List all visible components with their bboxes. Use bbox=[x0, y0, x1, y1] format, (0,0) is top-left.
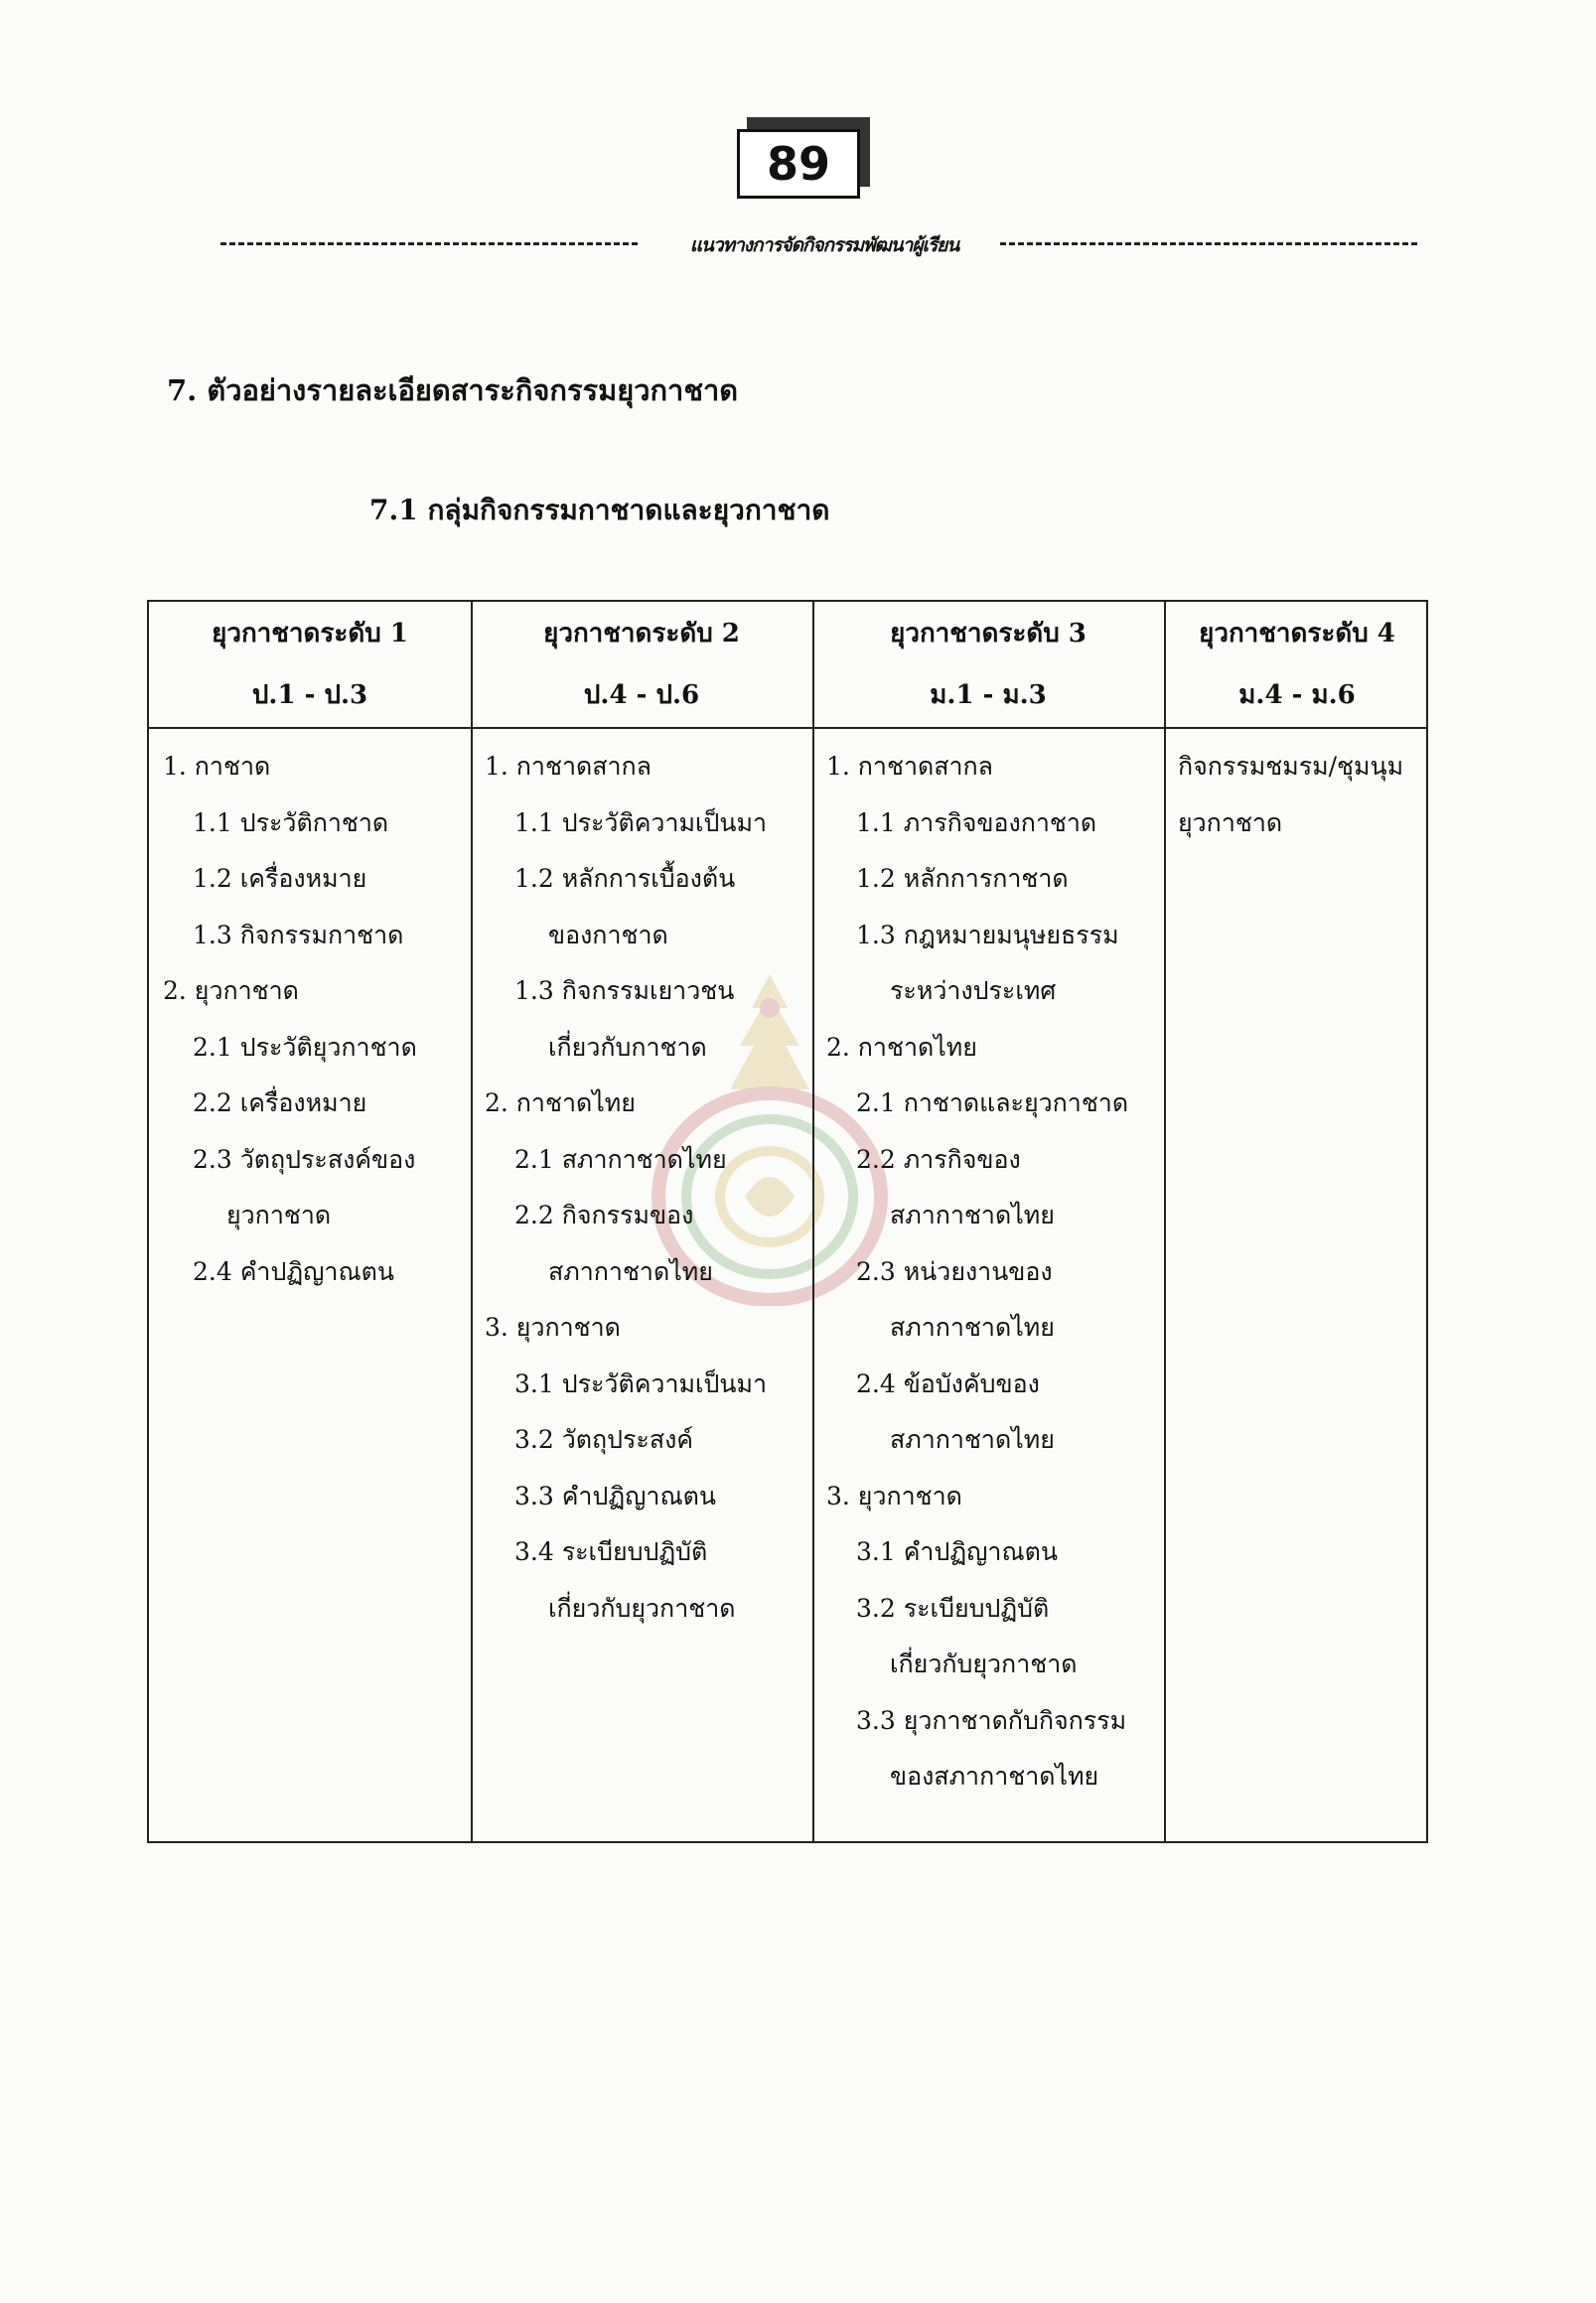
table-column-level-3 bbox=[812, 602, 1164, 1841]
running-header-title: แนวทางการจัดกิจกรรมพัฒนาผู้เรียน bbox=[689, 234, 959, 256]
list-item: 1.2 หลักการกาชาด bbox=[856, 864, 1069, 893]
list-item: 1.2 หลักการเบื้องต้น bbox=[514, 864, 736, 893]
list-item: สภากาชาดไทย bbox=[890, 1313, 1055, 1342]
column-grades: ม.1 - ม.3 bbox=[930, 680, 1047, 710]
column-title: ยุวกาชาดระดับ 1 bbox=[212, 619, 408, 648]
list-item: ระหว่างประเทศ bbox=[890, 976, 1057, 1005]
list-item: 2.4 คำปฏิญาณตน bbox=[193, 1256, 394, 1286]
section-heading: 7. ตัวอย่างรายละเอียดสาระกิจกรรมยุวกาชาด bbox=[167, 373, 739, 407]
column-body bbox=[812, 727, 1164, 1805]
list-item: เกี่ยวกับยุวกาชาด bbox=[890, 1650, 1078, 1678]
list-item: 1.1 ประวัติความเป็นมา bbox=[514, 807, 768, 837]
list-item: 2.1 กาชาดและยุวกาชาด bbox=[856, 1088, 1129, 1117]
list-item: 1.3 กิจกรรมเยาวชน bbox=[514, 976, 735, 1005]
list-item: เกี่ยวกับยุวกาชาด bbox=[548, 1593, 736, 1623]
column-body bbox=[471, 727, 812, 1637]
column-header bbox=[812, 602, 1164, 727]
list-item: 3.2 วัตถุประสงค์ bbox=[514, 1425, 694, 1454]
list-item: ยุวกาชาด bbox=[226, 1201, 332, 1229]
list-item: 3. ยุวกาชาด bbox=[826, 1481, 962, 1511]
list-item: 2.1 ประวัติยุวกาชาด bbox=[193, 1032, 417, 1062]
list-item: 3.3 ยุวกาชาดกับกิจกรรม bbox=[856, 1705, 1127, 1735]
list-item: 2.2 ภารกิจของ bbox=[856, 1144, 1021, 1174]
column-grades: ป.4 - ป.6 bbox=[583, 680, 700, 710]
list-item: 3. ยุวกาชาด bbox=[485, 1313, 621, 1342]
list-item: 2.3 วัตถุประสงค์ของ bbox=[193, 1144, 416, 1174]
curriculum-table bbox=[147, 600, 1428, 1843]
list-item: ยุวกาชาด bbox=[1178, 807, 1283, 837]
subsection-heading: 7.1 กลุ่มกิจกรรมกาชาดและยุวกาชาด bbox=[369, 494, 830, 526]
list-item: 3.3 คำปฏิญาณตน bbox=[514, 1481, 716, 1511]
table-column-level-2 bbox=[471, 602, 812, 1841]
column-title: ยุวกาชาดระดับ 3 bbox=[890, 619, 1087, 648]
page-number: 89 bbox=[737, 129, 860, 199]
list-item: 1. กาชาดสากล bbox=[826, 752, 993, 781]
list-item: 3.2 ระเบียบปฏิบัติ bbox=[856, 1593, 1050, 1623]
list-item: 3.4 ระเบียบปฏิบัติ bbox=[514, 1537, 708, 1566]
column-grades: ป.1 - ป.3 bbox=[251, 680, 368, 710]
list-item: ของสภากาชาดไทย bbox=[890, 1762, 1099, 1791]
list-item: 1. กาชาดสากล bbox=[485, 752, 652, 781]
list-item: 1.3 กิจกรรมกาชาด bbox=[193, 920, 404, 949]
list-item: สภากาชาดไทย bbox=[548, 1256, 713, 1286]
list-item: 1. กาชาด bbox=[163, 752, 271, 781]
list-item: 3.1 ประวัติความเป็นมา bbox=[514, 1368, 768, 1398]
list-item: 2.1 สภากาชาดไทย bbox=[514, 1144, 727, 1174]
header-rule-right bbox=[1000, 242, 1417, 245]
list-item: 1.3 กฎหมายมนุษยธรรม bbox=[856, 920, 1119, 949]
list-item: สภากาชาดไทย bbox=[890, 1425, 1055, 1454]
list-item: 1.2 เครื่องหมาย bbox=[193, 864, 367, 893]
list-item: กิจกรรมชมรม/ชุมนุม bbox=[1178, 752, 1404, 781]
table-column-level-1 bbox=[149, 602, 471, 1841]
list-item: 2.2 กิจกรรมของ bbox=[514, 1201, 694, 1229]
column-header bbox=[471, 602, 812, 727]
column-title: ยุวกาชาดระดับ 4 bbox=[1199, 619, 1395, 648]
list-item: 2.2 เครื่องหมาย bbox=[193, 1088, 367, 1117]
header-rule-left bbox=[220, 242, 638, 245]
list-item: 1.1 ประวัติกาชาด bbox=[193, 807, 389, 837]
list-item: ของกาชาด bbox=[548, 920, 668, 949]
column-grades: ม.4 - ม.6 bbox=[1238, 680, 1356, 710]
list-item: 1.1 ภารกิจของกาชาด bbox=[856, 807, 1097, 837]
column-header bbox=[149, 602, 471, 727]
list-item: 3.1 คำปฏิญาณตน bbox=[856, 1537, 1058, 1566]
list-item: 2. กาชาดไทย bbox=[485, 1088, 636, 1117]
column-title: ยุวกาชาดระดับ 2 bbox=[543, 619, 740, 648]
list-item: 2. กาชาดไทย bbox=[826, 1032, 977, 1062]
column-body bbox=[1164, 727, 1430, 851]
list-item: 2.4 ข้อบังคับของ bbox=[856, 1368, 1040, 1398]
list-item: สภากาชาดไทย bbox=[890, 1201, 1055, 1229]
list-item: 2. ยุวกาชาด bbox=[163, 976, 299, 1005]
column-body bbox=[149, 727, 471, 1300]
table-column-level-4 bbox=[1164, 602, 1430, 1841]
list-item: 2.3 หน่วยงานของ bbox=[856, 1256, 1053, 1286]
list-item: เกี่ยวกับกาชาด bbox=[548, 1032, 707, 1062]
column-header bbox=[1164, 602, 1430, 727]
